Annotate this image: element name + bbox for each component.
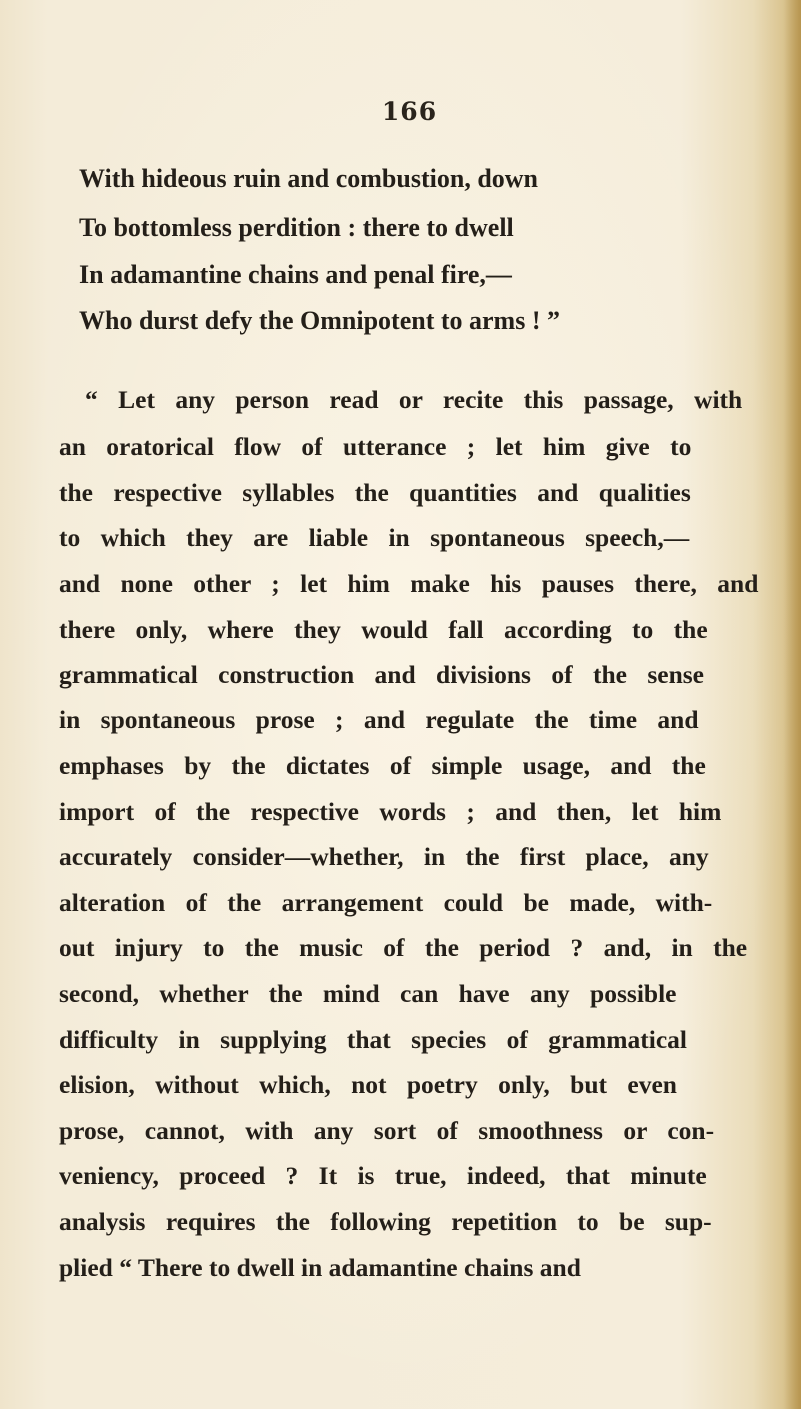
verse-line: In adamantine chains and penal fire,— (79, 260, 512, 289)
verse-line: Who durst defy the Omnipotent to arms ! ” (79, 306, 560, 335)
prose-line: grammatical construction and divisions of the sense (59, 660, 704, 689)
prose-line: out injury to the music of the period ? and, in the (59, 933, 748, 962)
prose-line: emphases by the dictates of simple usage, and the (59, 751, 706, 780)
prose-line: elision, without which, not poetry only, but even (59, 1070, 677, 1099)
prose-line: there only, where they would fall according to the (59, 615, 708, 644)
verse-line: To bottomless perdition : there to dwell (79, 213, 514, 242)
prose-line: veniency, proceed ? It is true, indeed, that minute (59, 1161, 707, 1190)
prose-line: “ Let any person read or recite this passage, with (85, 385, 743, 414)
verse-line: With hideous ruin and combustion, down (79, 164, 539, 193)
prose-line: and none other ; let him make his pauses there, and (59, 569, 759, 598)
prose-line: import of the respective words ; and then, let him (59, 797, 722, 826)
prose-line: to which they are liable in spontaneous speech,— (59, 523, 690, 552)
page-number: 166 (381, 97, 438, 126)
prose-line: second, whether the mind can have any possible (59, 979, 677, 1008)
prose-line: analysis requires the following repetition to be sup- (59, 1207, 712, 1236)
prose-line: plied “ There to dwell in adamantine chains and (59, 1253, 581, 1282)
prose-line: difficulty in supplying that species of grammatical (59, 1025, 688, 1054)
prose-line: accurately consider—whether, in the first place, any (59, 842, 709, 871)
prose-line: an oratorical flow of utterance ; let him give to (59, 432, 692, 461)
prose-line: prose, cannot, with any sort of smoothness or con- (59, 1116, 715, 1145)
prose-line: alteration of the arrangement could be made, with- (59, 888, 713, 917)
prose-line: in spontaneous prose ; and regulate the time and (59, 705, 699, 734)
prose-line: the respective syllables the quantities and qualities (59, 478, 691, 507)
